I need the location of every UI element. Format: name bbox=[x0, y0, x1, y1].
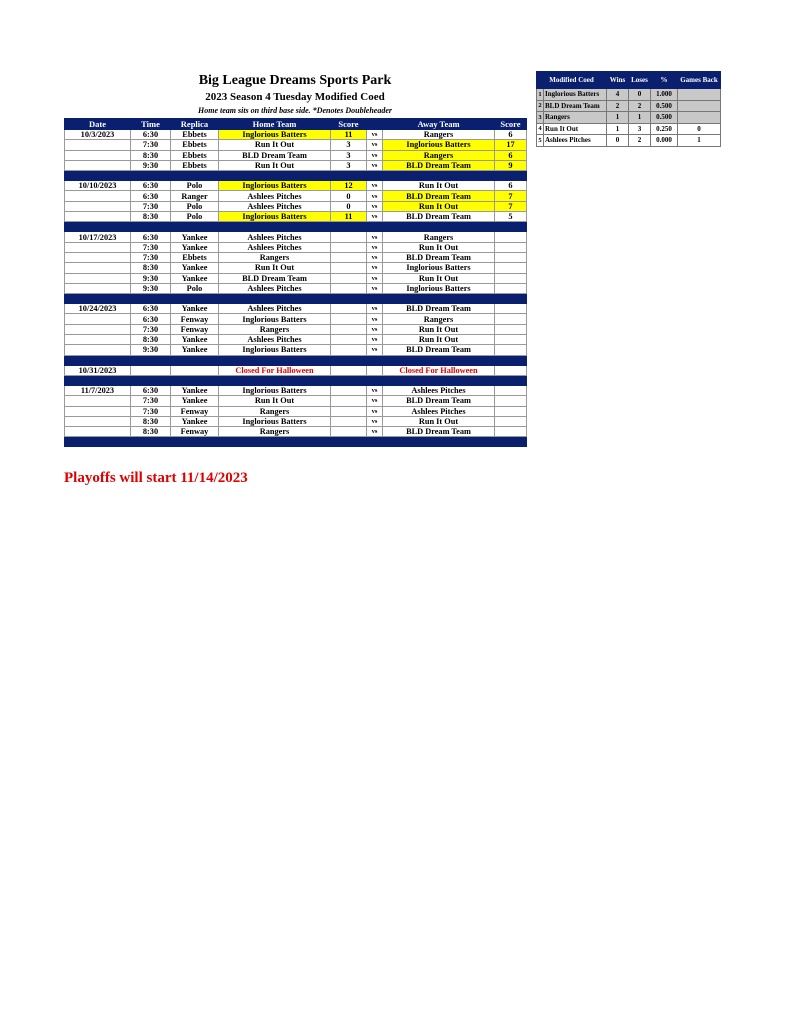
game-row bbox=[65, 191, 527, 201]
away-team: Rangers bbox=[383, 150, 495, 160]
home-score bbox=[331, 263, 367, 273]
home-team: Rangers bbox=[219, 252, 331, 262]
game-field: Yankee bbox=[171, 232, 219, 242]
game-date bbox=[65, 283, 131, 293]
game-time: 6:30 bbox=[131, 191, 171, 201]
schedule-table bbox=[64, 118, 527, 447]
team-name: Run It Out bbox=[544, 123, 607, 135]
home-team: Ashlees Pitches bbox=[219, 191, 331, 201]
game-row bbox=[65, 304, 527, 314]
home-team: Inglorious Batters bbox=[219, 385, 331, 395]
vs-label: vs bbox=[367, 181, 383, 191]
home-team: Inglorious Batters bbox=[219, 212, 331, 222]
home-team: Run It Out bbox=[219, 140, 331, 150]
closed-row bbox=[65, 365, 527, 375]
home-score bbox=[331, 365, 367, 375]
away-team: BLD Dream Team bbox=[383, 304, 495, 314]
game-date bbox=[65, 406, 131, 416]
game-row bbox=[65, 130, 527, 140]
vs-label: vs bbox=[367, 252, 383, 262]
vs-label: vs bbox=[367, 345, 383, 355]
vs-label: vs bbox=[367, 283, 383, 293]
home-score bbox=[331, 242, 367, 252]
vs-label: vs bbox=[367, 201, 383, 211]
away-score bbox=[495, 365, 527, 375]
home-team: Run It Out bbox=[219, 263, 331, 273]
schedule-header-row bbox=[65, 119, 527, 130]
home-team: Ashlees Pitches bbox=[219, 283, 331, 293]
team-name: Rangers bbox=[544, 112, 607, 124]
team-losses: 2 bbox=[629, 135, 651, 147]
game-row bbox=[65, 140, 527, 150]
home-team: Ashlees Pitches bbox=[219, 201, 331, 211]
home-team: Run It Out bbox=[219, 160, 331, 170]
team-pct: 1.000 bbox=[651, 89, 678, 101]
game-time: 7:30 bbox=[131, 140, 171, 150]
game-field: Polo bbox=[171, 212, 219, 222]
home-team: Ashlees Pitches bbox=[219, 335, 331, 345]
game-time: 9:30 bbox=[131, 283, 171, 293]
away-score: 6 bbox=[495, 181, 527, 191]
team-games-back: 0 bbox=[678, 123, 721, 135]
away-score bbox=[495, 283, 527, 293]
game-field: Ranger bbox=[171, 191, 219, 201]
away-team: BLD Dream Team bbox=[383, 252, 495, 262]
game-field bbox=[171, 365, 219, 375]
week-separator bbox=[65, 437, 527, 447]
home-score: 0 bbox=[331, 191, 367, 201]
home-team: Inglorious Batters bbox=[219, 416, 331, 426]
game-field: Fenway bbox=[171, 324, 219, 334]
week-separator bbox=[65, 355, 527, 365]
home-score bbox=[331, 232, 367, 242]
separator-bar bbox=[65, 222, 527, 232]
away-team: Ashlees Pitches bbox=[383, 406, 495, 416]
game-date bbox=[65, 416, 131, 426]
away-team: BLD Dream Team bbox=[383, 191, 495, 201]
col-header-home-team: Home Team bbox=[219, 119, 331, 130]
game-field: Ebbets bbox=[171, 130, 219, 140]
home-score bbox=[331, 396, 367, 406]
game-row bbox=[65, 232, 527, 242]
away-team: BLD Dream Team bbox=[383, 396, 495, 406]
game-date bbox=[65, 150, 131, 160]
game-row bbox=[65, 396, 527, 406]
game-date bbox=[65, 335, 131, 345]
game-time: 6:30 bbox=[131, 181, 171, 191]
game-field: Yankee bbox=[171, 263, 219, 273]
game-row bbox=[65, 150, 527, 160]
team-wins: 0 bbox=[607, 135, 629, 147]
home-score bbox=[331, 304, 367, 314]
away-score: 17 bbox=[495, 140, 527, 150]
away-team: Inglorious Batters bbox=[383, 283, 495, 293]
team-name: BLD Dream Team bbox=[544, 100, 607, 112]
separator-bar bbox=[65, 294, 527, 304]
team-rank: 5 bbox=[537, 135, 544, 147]
home-score bbox=[331, 345, 367, 355]
game-date bbox=[65, 252, 131, 262]
game-time: 7:30 bbox=[131, 242, 171, 252]
separator-bar bbox=[65, 437, 527, 447]
team-wins: 1 bbox=[607, 123, 629, 135]
page-subtitle: 2023 Season 4 Tuesday Modified Coed bbox=[205, 91, 385, 103]
away-team: Run It Out bbox=[383, 416, 495, 426]
team-wins: 1 bbox=[607, 112, 629, 124]
game-row bbox=[65, 385, 527, 395]
away-score bbox=[495, 416, 527, 426]
game-field: Yankee bbox=[171, 345, 219, 355]
away-score bbox=[495, 314, 527, 324]
game-time: 7:30 bbox=[131, 201, 171, 211]
game-date bbox=[65, 396, 131, 406]
home-score: 3 bbox=[331, 160, 367, 170]
team-losses: 1 bbox=[629, 112, 651, 124]
vs-label: vs bbox=[367, 324, 383, 334]
game-date bbox=[65, 263, 131, 273]
team-wins: 4 bbox=[607, 89, 629, 101]
game-row bbox=[65, 283, 527, 293]
team-name: Ashlees Pitches bbox=[544, 135, 607, 147]
home-score bbox=[331, 324, 367, 334]
away-score bbox=[495, 345, 527, 355]
week-separator bbox=[65, 294, 527, 304]
home-team: Inglorious Batters bbox=[219, 130, 331, 140]
team-rank: 3 bbox=[537, 112, 544, 124]
team-pct: 0.250 bbox=[651, 123, 678, 135]
team-name: Inglorious Batters bbox=[544, 89, 607, 101]
home-team: Rangers bbox=[219, 427, 331, 437]
away-score bbox=[495, 304, 527, 314]
home-score bbox=[331, 314, 367, 324]
game-row bbox=[65, 181, 527, 191]
home-team: Inglorious Batters bbox=[219, 345, 331, 355]
home-team: Run It Out bbox=[219, 396, 331, 406]
game-field: Ebbets bbox=[171, 150, 219, 160]
home-score: 12 bbox=[331, 181, 367, 191]
home-team: Inglorious Batters bbox=[219, 314, 331, 324]
playoffs-notice: Playoffs will start 11/14/2023 bbox=[64, 470, 248, 486]
standings-header-wins: Wins bbox=[607, 72, 629, 89]
away-team: BLD Dream Team bbox=[383, 427, 495, 437]
home-team: BLD Dream Team bbox=[219, 273, 331, 283]
team-wins: 2 bbox=[607, 100, 629, 112]
game-date bbox=[65, 140, 131, 150]
team-rank: 4 bbox=[537, 123, 544, 135]
vs-label: vs bbox=[367, 130, 383, 140]
game-date bbox=[65, 324, 131, 334]
game-date bbox=[65, 273, 131, 283]
home-score bbox=[331, 427, 367, 437]
team-games-back bbox=[678, 112, 721, 124]
game-row bbox=[65, 160, 527, 170]
game-date: 11/7/2023 bbox=[65, 385, 131, 395]
game-field: Yankee bbox=[171, 416, 219, 426]
away-score: 7 bbox=[495, 191, 527, 201]
standings-header-pct: % bbox=[651, 72, 678, 89]
game-field: Fenway bbox=[171, 314, 219, 324]
game-time: 9:30 bbox=[131, 345, 171, 355]
game-field: Yankee bbox=[171, 273, 219, 283]
game-time: 8:30 bbox=[131, 212, 171, 222]
home-score: 11 bbox=[331, 212, 367, 222]
game-time: 6:30 bbox=[131, 304, 171, 314]
team-games-back bbox=[678, 89, 721, 101]
game-date: 10/17/2023 bbox=[65, 232, 131, 242]
game-row bbox=[65, 416, 527, 426]
home-score bbox=[331, 416, 367, 426]
week-separator bbox=[65, 375, 527, 385]
home-score bbox=[331, 273, 367, 283]
home-team: Ashlees Pitches bbox=[219, 242, 331, 252]
game-time: 6:30 bbox=[131, 130, 171, 140]
game-date bbox=[65, 191, 131, 201]
game-time: 8:30 bbox=[131, 335, 171, 345]
col-header-away-team: Away Team bbox=[383, 119, 495, 130]
home-score bbox=[331, 335, 367, 345]
standings-row bbox=[537, 123, 721, 135]
game-field: Yankee bbox=[171, 396, 219, 406]
away-score bbox=[495, 335, 527, 345]
home-team: BLD Dream Team bbox=[219, 150, 331, 160]
home-team: Ashlees Pitches bbox=[219, 304, 331, 314]
col-header-time: Time bbox=[131, 119, 171, 130]
vs-label: vs bbox=[367, 406, 383, 416]
away-team: Rangers bbox=[383, 232, 495, 242]
standings-row bbox=[537, 89, 721, 101]
away-team: Inglorious Batters bbox=[383, 263, 495, 273]
game-field: Yankee bbox=[171, 242, 219, 252]
game-row bbox=[65, 314, 527, 324]
game-field: Yankee bbox=[171, 385, 219, 395]
col-header-replica: Replica bbox=[171, 119, 219, 130]
game-field: Ebbets bbox=[171, 252, 219, 262]
home-team: Ashlees Pitches bbox=[219, 232, 331, 242]
separator-bar bbox=[65, 375, 527, 385]
home-score bbox=[331, 283, 367, 293]
game-row bbox=[65, 242, 527, 252]
home-team: Rangers bbox=[219, 324, 331, 334]
game-field: Polo bbox=[171, 201, 219, 211]
team-pct: 0.500 bbox=[651, 112, 678, 124]
standings-row bbox=[537, 135, 721, 147]
game-date bbox=[65, 212, 131, 222]
home-score bbox=[331, 252, 367, 262]
away-score bbox=[495, 263, 527, 273]
game-time: 6:30 bbox=[131, 232, 171, 242]
col-header-vs bbox=[367, 119, 383, 130]
schedule-body bbox=[65, 130, 527, 447]
game-field: Yankee bbox=[171, 304, 219, 314]
game-date bbox=[65, 427, 131, 437]
game-time: 7:30 bbox=[131, 324, 171, 334]
away-score: 5 bbox=[495, 212, 527, 222]
team-losses: 2 bbox=[629, 100, 651, 112]
team-losses: 0 bbox=[629, 89, 651, 101]
col-header-date: Date bbox=[65, 119, 131, 130]
game-time: 7:30 bbox=[131, 252, 171, 262]
standings-header-division: Modified Coed bbox=[537, 72, 607, 89]
vs-label: vs bbox=[367, 304, 383, 314]
game-time: 6:30 bbox=[131, 314, 171, 324]
game-date bbox=[65, 160, 131, 170]
game-date: 10/31/2023 bbox=[65, 365, 131, 375]
vs-label: vs bbox=[367, 212, 383, 222]
game-date: 10/3/2023 bbox=[65, 130, 131, 140]
home-score bbox=[331, 406, 367, 416]
vs-label: vs bbox=[367, 416, 383, 426]
game-time: 8:30 bbox=[131, 427, 171, 437]
page-title: Big League Dreams Sports Park bbox=[198, 73, 392, 88]
vs-label: vs bbox=[367, 140, 383, 150]
away-team: Run It Out bbox=[383, 181, 495, 191]
game-field: Ebbets bbox=[171, 160, 219, 170]
game-field: Yankee bbox=[171, 335, 219, 345]
col-header-home-score: Score bbox=[331, 119, 367, 130]
game-row bbox=[65, 324, 527, 334]
home-team: Inglorious Batters bbox=[219, 181, 331, 191]
away-team: Run It Out bbox=[383, 242, 495, 252]
game-time: 8:30 bbox=[131, 416, 171, 426]
vs-label: vs bbox=[367, 263, 383, 273]
home-team: Rangers bbox=[219, 406, 331, 416]
away-team: Run It Out bbox=[383, 273, 495, 283]
away-score bbox=[495, 427, 527, 437]
away-score bbox=[495, 385, 527, 395]
vs-label: vs bbox=[367, 150, 383, 160]
away-team: Rangers bbox=[383, 130, 495, 140]
game-time: 9:30 bbox=[131, 273, 171, 283]
away-team: Rangers bbox=[383, 314, 495, 324]
game-row bbox=[65, 427, 527, 437]
team-games-back bbox=[678, 100, 721, 112]
game-time: 8:30 bbox=[131, 263, 171, 273]
away-team: Run It Out bbox=[383, 201, 495, 211]
vs-label: vs bbox=[367, 314, 383, 324]
week-separator bbox=[65, 171, 527, 181]
game-row bbox=[65, 252, 527, 262]
away-score bbox=[495, 396, 527, 406]
home-score bbox=[331, 385, 367, 395]
closed-notice-home: Closed For Halloween bbox=[219, 365, 331, 375]
closed-notice-away: Closed For Halloween bbox=[383, 365, 495, 375]
schedule-note: Home team sits on third base side. *Denotes Doubleheader bbox=[198, 106, 392, 115]
col-header-away-score: Score bbox=[495, 119, 527, 130]
team-pct: 0.000 bbox=[651, 135, 678, 147]
vs-label: vs bbox=[367, 242, 383, 252]
away-score bbox=[495, 324, 527, 334]
separator-bar bbox=[65, 171, 527, 181]
vs-label: vs bbox=[367, 191, 383, 201]
game-date: 10/24/2023 bbox=[65, 304, 131, 314]
game-date bbox=[65, 314, 131, 324]
away-team: Run It Out bbox=[383, 335, 495, 345]
game-row bbox=[65, 406, 527, 416]
team-losses: 3 bbox=[629, 123, 651, 135]
vs-label: vs bbox=[367, 385, 383, 395]
game-row bbox=[65, 335, 527, 345]
vs-label bbox=[367, 365, 383, 375]
game-field: Polo bbox=[171, 181, 219, 191]
away-score bbox=[495, 273, 527, 283]
game-row bbox=[65, 201, 527, 211]
game-time: 7:30 bbox=[131, 396, 171, 406]
week-separator bbox=[65, 222, 527, 232]
away-score bbox=[495, 242, 527, 252]
vs-label: vs bbox=[367, 427, 383, 437]
standings-row bbox=[537, 112, 721, 124]
vs-label: vs bbox=[367, 232, 383, 242]
game-time bbox=[131, 365, 171, 375]
away-team: Run It Out bbox=[383, 324, 495, 334]
standings-header-losses: Loses bbox=[629, 72, 651, 89]
away-team: Ashlees Pitches bbox=[383, 385, 495, 395]
standings-table bbox=[536, 71, 721, 147]
team-games-back: 1 bbox=[678, 135, 721, 147]
game-date bbox=[65, 201, 131, 211]
game-time: 7:30 bbox=[131, 406, 171, 416]
away-team: BLD Dream Team bbox=[383, 160, 495, 170]
game-date bbox=[65, 345, 131, 355]
team-pct: 0.500 bbox=[651, 100, 678, 112]
away-team: BLD Dream Team bbox=[383, 212, 495, 222]
away-score: 9 bbox=[495, 160, 527, 170]
away-team: Inglorious Batters bbox=[383, 140, 495, 150]
team-rank: 1 bbox=[537, 89, 544, 101]
separator-bar bbox=[65, 355, 527, 365]
game-time: 9:30 bbox=[131, 160, 171, 170]
away-score bbox=[495, 252, 527, 262]
standings-header-row bbox=[537, 72, 721, 89]
home-score: 11 bbox=[331, 130, 367, 140]
standings-row bbox=[537, 100, 721, 112]
vs-label: vs bbox=[367, 160, 383, 170]
away-score: 6 bbox=[495, 130, 527, 140]
away-score: 6 bbox=[495, 150, 527, 160]
game-time: 8:30 bbox=[131, 150, 171, 160]
away-team: BLD Dream Team bbox=[383, 345, 495, 355]
game-row bbox=[65, 345, 527, 355]
away-score: 7 bbox=[495, 201, 527, 211]
away-score bbox=[495, 406, 527, 416]
game-field: Ebbets bbox=[171, 140, 219, 150]
game-time: 6:30 bbox=[131, 385, 171, 395]
game-field: Fenway bbox=[171, 406, 219, 416]
home-score: 0 bbox=[331, 201, 367, 211]
home-score: 3 bbox=[331, 140, 367, 150]
standings-header-games-back: Games Back bbox=[678, 72, 721, 89]
game-field: Fenway bbox=[171, 427, 219, 437]
team-rank: 2 bbox=[537, 100, 544, 112]
game-row bbox=[65, 273, 527, 283]
game-row bbox=[65, 212, 527, 222]
game-date bbox=[65, 242, 131, 252]
game-field: Polo bbox=[171, 283, 219, 293]
standings-body bbox=[537, 89, 721, 147]
vs-label: vs bbox=[367, 273, 383, 283]
game-date: 10/10/2023 bbox=[65, 181, 131, 191]
vs-label: vs bbox=[367, 335, 383, 345]
away-score bbox=[495, 232, 527, 242]
vs-label: vs bbox=[367, 396, 383, 406]
game-row bbox=[65, 263, 527, 273]
home-score: 3 bbox=[331, 150, 367, 160]
